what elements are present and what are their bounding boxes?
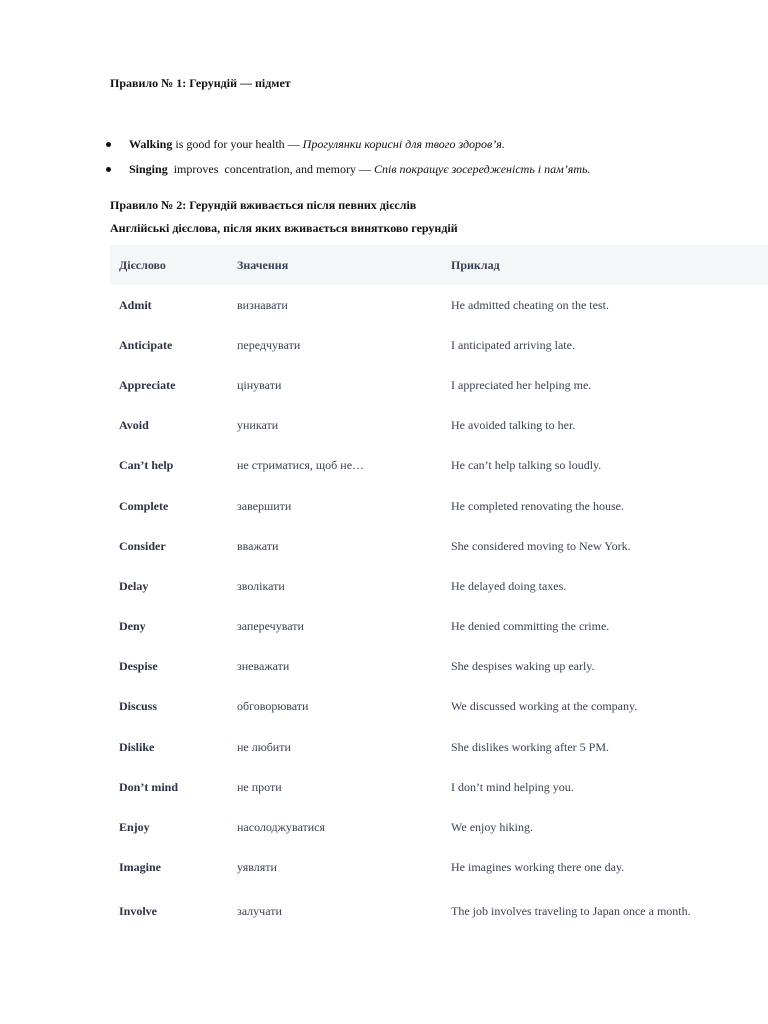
example-cell: He avoided talking to her. bbox=[451, 418, 576, 433]
table-row bbox=[110, 647, 768, 687]
meaning-cell: зневажати bbox=[237, 659, 290, 674]
header-meaning: Значення bbox=[237, 257, 289, 272]
english-text: is good for your health — bbox=[172, 137, 303, 151]
meaning-cell: уявляти bbox=[237, 860, 277, 875]
english-text: improves concentration, and memory — bbox=[167, 162, 374, 176]
table-row bbox=[110, 566, 768, 606]
meaning-cell: обговорювати bbox=[237, 699, 309, 714]
list-item-text bbox=[129, 162, 590, 177]
example-cell: I appreciated her helping me. bbox=[451, 377, 592, 392]
verb-cell: Don’t mind bbox=[119, 779, 179, 794]
translation-text: Спів покращує зосередженість і пам’ять. bbox=[373, 162, 591, 176]
verb-cell: Consider bbox=[119, 538, 166, 553]
example-cell: We enjoy hiking. bbox=[451, 820, 534, 835]
table-row bbox=[110, 727, 768, 767]
meaning-cell: зволікати bbox=[237, 578, 285, 593]
meaning-cell: не любити bbox=[237, 739, 291, 754]
verb-cell: Involve bbox=[119, 904, 158, 919]
table-row bbox=[110, 848, 768, 888]
example-cell: She dislikes working after 5 PM. bbox=[451, 739, 609, 754]
meaning-cell: уникати bbox=[237, 418, 279, 433]
meaning-cell: заперечувати bbox=[237, 619, 304, 634]
verb-cell: Anticipate bbox=[119, 337, 173, 352]
table-row bbox=[110, 486, 768, 526]
table-body bbox=[110, 285, 768, 936]
meaning-cell: не проти bbox=[237, 779, 282, 794]
table-row bbox=[110, 607, 768, 647]
example-cell: She considered moving to New York. bbox=[451, 538, 631, 553]
table-row bbox=[110, 526, 768, 566]
table-row bbox=[110, 406, 768, 446]
verb-cell: Complete bbox=[119, 498, 169, 513]
example-cell: The job involves traveling to Japan once a month. bbox=[451, 904, 691, 919]
table-row bbox=[110, 285, 768, 325]
gerund-word: Walking bbox=[129, 137, 173, 151]
table-row bbox=[110, 325, 768, 365]
meaning-cell: цінувати bbox=[237, 377, 282, 392]
rule-2-title: Правило № 2: Герундій вживається після певних дієслів bbox=[110, 198, 417, 212]
example-cell: He delayed doing taxes. bbox=[451, 578, 567, 593]
table-row bbox=[110, 888, 768, 936]
meaning-cell: залучати bbox=[237, 904, 282, 919]
rule-2-subtitle: Англійські дієслова, після яких вживається винятково герундій bbox=[110, 221, 458, 235]
table-row bbox=[110, 365, 768, 405]
example-cell: He can’t help talking so loudly. bbox=[451, 458, 602, 473]
header-verb: Дієслово bbox=[119, 257, 166, 272]
meaning-cell: вважати bbox=[237, 538, 279, 553]
meaning-cell: насолоджуватися bbox=[237, 820, 325, 835]
verb-cell: Avoid bbox=[119, 418, 149, 433]
bullet-icon bbox=[106, 142, 111, 147]
gerund-verbs-table bbox=[110, 245, 768, 936]
list-item-text bbox=[129, 137, 505, 152]
example-cell: I don’t mind helping you. bbox=[451, 779, 574, 794]
verb-cell: Can’t help bbox=[119, 458, 174, 473]
meaning-cell: визнавати bbox=[237, 297, 288, 312]
example-cell: We discussed working at the company. bbox=[451, 699, 638, 714]
gerund-word: Singing bbox=[129, 162, 168, 176]
table-row bbox=[110, 687, 768, 727]
example-cell: He denied committing the crime. bbox=[451, 619, 610, 634]
rule-1-title: Правило № 1: Герундій — підмет bbox=[110, 76, 291, 90]
example-cell: I anticipated arriving late. bbox=[451, 337, 575, 352]
meaning-cell: не стриматися, щоб не… bbox=[237, 458, 365, 473]
example-cell: She despises waking up early. bbox=[451, 659, 595, 674]
verb-cell: Enjoy bbox=[119, 820, 150, 835]
verb-cell: Appreciate bbox=[119, 377, 176, 392]
table-row bbox=[110, 767, 768, 807]
table-row bbox=[110, 446, 768, 486]
table-header-row bbox=[110, 245, 768, 285]
table-row bbox=[110, 807, 768, 847]
verb-cell: Imagine bbox=[119, 860, 161, 875]
verb-cell: Admit bbox=[119, 297, 152, 312]
verb-cell: Deny bbox=[119, 619, 146, 634]
verb-cell: Discuss bbox=[119, 699, 158, 714]
verb-cell: Delay bbox=[119, 578, 149, 593]
meaning-cell: передчувати bbox=[237, 337, 301, 352]
verb-cell: Dislike bbox=[119, 739, 155, 754]
bullet-icon bbox=[106, 167, 111, 172]
example-cell: He imagines working there one day. bbox=[451, 860, 625, 875]
example-cell: He completed renovating the house. bbox=[451, 498, 624, 513]
example-cell: He admitted cheating on the test. bbox=[451, 297, 609, 312]
header-example: Приклад bbox=[451, 257, 500, 272]
meaning-cell: завершити bbox=[237, 498, 292, 513]
translation-text: Прогулянки корисні для твого здоров’я. bbox=[302, 137, 505, 151]
verb-cell: Despise bbox=[119, 659, 158, 674]
